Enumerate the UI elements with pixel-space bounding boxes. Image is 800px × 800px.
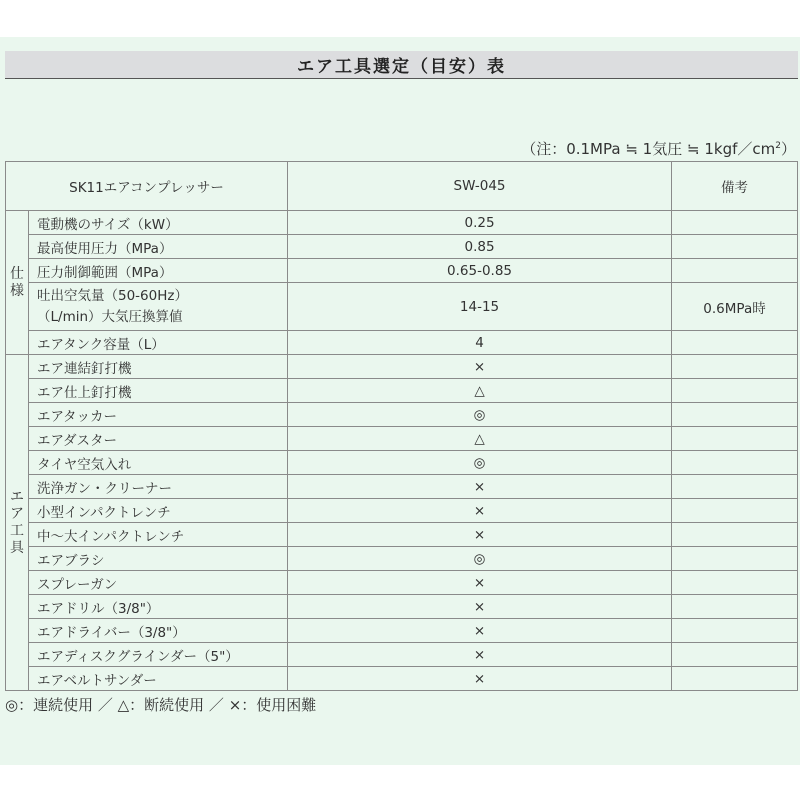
tool-row: [6, 427, 798, 451]
tool-selection-table: [5, 161, 798, 691]
header-model-name: SW-045: [288, 162, 672, 211]
tool-suitability: ◎: [288, 451, 672, 475]
tool-remark: [672, 571, 798, 595]
page-title: エア工具選定（目安）表: [5, 51, 798, 78]
tool-name: タイヤ空気入れ: [29, 451, 288, 475]
tool-suitability: ◎: [288, 403, 672, 427]
tool-row: [6, 379, 798, 403]
tool-name: 小型インパクトレンチ: [29, 499, 288, 523]
unit-note: [521, 138, 796, 159]
tool-name: エアドライバー（3/8"）: [29, 619, 288, 643]
tool-name: エアドリル（3/8"）: [29, 595, 288, 619]
spec-row: [6, 235, 798, 259]
tool-group-label: エ ア 工 具: [6, 355, 29, 691]
symbol-legend: ◎：連続使用 ／ △：断続使用 ／ ×：使用困難: [5, 696, 317, 714]
table-header-row: [6, 162, 798, 211]
tool-row: [6, 595, 798, 619]
tool-suitability: ×: [288, 499, 672, 523]
tool-name: エアベルトサンダー: [29, 667, 288, 691]
tool-remark: [672, 451, 798, 475]
spec-group-label: 仕 様: [6, 211, 29, 355]
spec-value: 4: [288, 331, 672, 355]
spec-row: [6, 259, 798, 283]
spec-label: エアタンク容量（L）: [29, 331, 288, 355]
spec-value: 0.65-0.85: [288, 259, 672, 283]
spec-row: [6, 283, 798, 331]
tool-remark: [672, 427, 798, 451]
tool-suitability: ×: [288, 475, 672, 499]
tool-suitability: ×: [288, 523, 672, 547]
tool-row: [6, 451, 798, 475]
tool-row: [6, 523, 798, 547]
spec-label-line2: （L/min）大気圧換算値: [37, 308, 183, 325]
tool-row: [6, 475, 798, 499]
spec-label: [29, 283, 288, 331]
spec-label-line1: 吐出空気量（50-60Hz）: [37, 287, 188, 304]
tool-name: エア連結釘打機: [29, 355, 288, 379]
tool-remark: [672, 403, 798, 427]
tool-row: [6, 355, 798, 379]
tool-row: [6, 571, 798, 595]
spec-value: 14-15: [288, 283, 672, 331]
tool-remark: [672, 475, 798, 499]
tool-remark: [672, 643, 798, 667]
tool-suitability: ×: [288, 643, 672, 667]
tool-remark: [672, 667, 798, 691]
tool-row: [6, 403, 798, 427]
spec-remark: [672, 331, 798, 355]
tool-suitability: ×: [288, 595, 672, 619]
tool-suitability: ×: [288, 355, 672, 379]
tool-name: エアディスクグラインダー（5"）: [29, 643, 288, 667]
unit-note-text: （注：0.1MPa ≒ 1気圧 ≒ 1kgf／cm: [521, 140, 776, 158]
tool-suitability: ×: [288, 571, 672, 595]
tool-name: スプレーガン: [29, 571, 288, 595]
tool-remark: [672, 547, 798, 571]
spec-value: 0.85: [288, 235, 672, 259]
tool-row: [6, 667, 798, 691]
spec-row: [6, 331, 798, 355]
tool-name: 洗浄ガン・クリーナー: [29, 475, 288, 499]
tool-suitability: △: [288, 379, 672, 403]
spec-remark: 0.6MPa時: [672, 283, 798, 331]
spec-value: 0.25: [288, 211, 672, 235]
header-remarks: 備考: [672, 162, 798, 211]
spec-label: 電動機のサイズ（kW）: [29, 211, 288, 235]
tool-suitability: ×: [288, 667, 672, 691]
title-underline: [5, 78, 798, 79]
spec-remark: [672, 259, 798, 283]
tool-row: [6, 643, 798, 667]
tool-row: [6, 547, 798, 571]
tool-remark: [672, 523, 798, 547]
header-model-label: SK11エアコンプレッサー: [6, 162, 288, 211]
spec-row: [6, 211, 798, 235]
spec-remark: [672, 211, 798, 235]
tool-remark: [672, 595, 798, 619]
tool-remark: [672, 619, 798, 643]
tool-suitability: △: [288, 427, 672, 451]
spec-remark: [672, 235, 798, 259]
tool-remark: [672, 355, 798, 379]
unit-note-close: ）: [780, 140, 796, 158]
spec-label: 最高使用圧力（MPa）: [29, 235, 288, 259]
tool-name: エアブラシ: [29, 547, 288, 571]
tool-remark: [672, 499, 798, 523]
tool-remark: [672, 379, 798, 403]
tool-name: エアタッカー: [29, 403, 288, 427]
tool-name: 中～大インパクトレンチ: [29, 523, 288, 547]
tool-name: エアダスター: [29, 427, 288, 451]
tool-suitability: ×: [288, 619, 672, 643]
tool-row: [6, 499, 798, 523]
tool-suitability: ◎: [288, 547, 672, 571]
tool-row: [6, 619, 798, 643]
spec-label: 圧力制御範囲（MPa）: [29, 259, 288, 283]
tool-name: エア仕上釘打機: [29, 379, 288, 403]
unit-note-superscript: 2: [775, 141, 781, 151]
table-body: [6, 162, 798, 691]
